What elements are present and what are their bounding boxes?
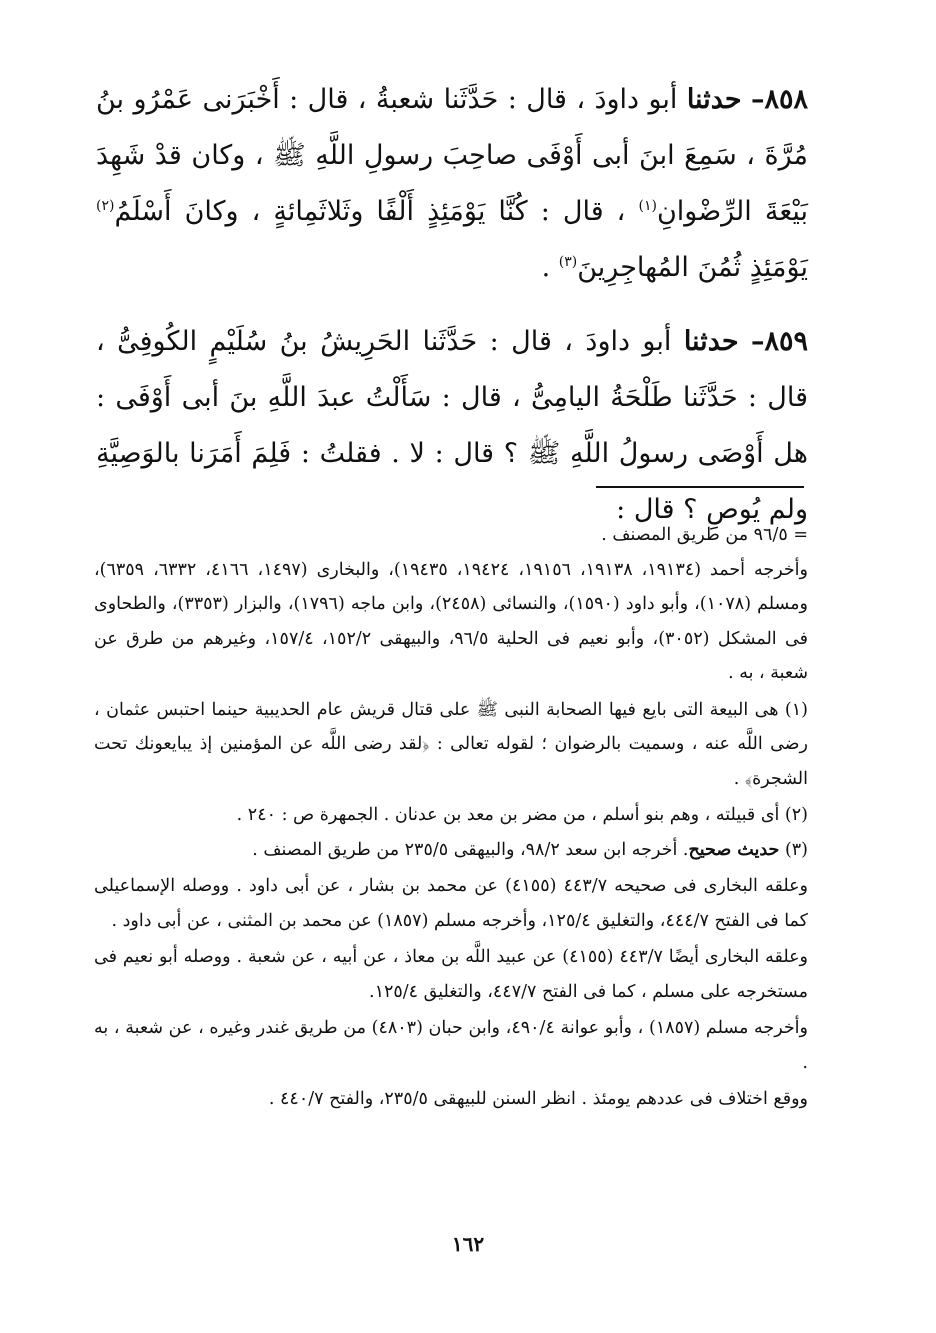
footnote-continuation: = ٩٦/٥ من طريق المصنف . — [601, 525, 808, 545]
footnote-3-text: . أخرجه ابن سعد ٩٨/٢، والبيهقى ٢٣٥/٥ من طريق المصنف . — [252, 839, 689, 860]
main-text — [96, 72, 808, 538]
footnote-3-paragraph: ووقع اختلاف فى عددهم يومئذ . انظر السنن للبيهقى ٢٣٥/٥، والفتح ٤٤٠/٧ . — [268, 1089, 808, 1109]
footnote-3-grade: حديث صحيح — [688, 839, 780, 860]
hadith-859 — [96, 314, 808, 538]
footnote-2: (٢) أى قبيلته ، وهم بنو أسلم ، من مضر بن معد بن عدنان . الجمهرة ص : ٢٤٠ . — [236, 805, 808, 825]
footnote-separator — [596, 486, 804, 488]
footnote-ref-3: (٣) — [558, 254, 578, 270]
hadith-lead-word: حدثنا — [683, 326, 739, 357]
hadith-number: ٨٥٨ — [764, 84, 808, 115]
hadith-end: . — [541, 252, 551, 283]
hadith-text-cont: ، قال : كُنَّا يَوْمَئِذٍ أَلْفًا وثَلاثَمِائةٍ ، وكانَ أَسْلَمُ — [114, 196, 626, 227]
footnote-continuation: وأخرجه أحمد (١٩١٣٤، ١٩١٣٨، ١٩١٥٦، ١٩٤٢٤، ١٩٤٣٥)، والبخارى (١٤٩٧، ٤١٦٦، ٦٣٣٢، ٦٣٥٩)، ومسلم (١٠٧٨)، وأبو داود (١٥٩٠)، والنسائى (٢٤٥٨)، وابن ماجه (١٧٩٦)، والبزار (٣٣٥٣)، والطحاوى فى المشكل (٣٠٥٢)، وأبو نعيم فى الحلية ٩٦/٥، والبيهقى ١٥٢/٢، ١٥٧/٤، وغيرهم من طرق عن شعبة ، به . — [94, 559, 808, 683]
hadith-lead-word: حدثنا — [686, 84, 742, 115]
footnote-3-paragraph: وأخرجه مسلم (١٨٥٧) ، وأبو عوانة ٤٩٠/٤، وابن حبان (٤٨٠٣) من طريق غندر وغيره ، عن شعبة ، به . — [94, 1018, 808, 1073]
footnote-3-paragraph: وعلقه البخارى فى صحيحه ٤٤٣/٧ (٤١٥٥) عن محمد بن بشار ، عن أبى داود . ووصله الإسماعيلى كما فى الفتح ٤٤٤/٧، والتغليق ١٢٥/٤، وأخرجه مسلم (١٨٥٧) عن محمد بن المثنى ، عن أبى داود . — [94, 876, 808, 931]
hadith-text-cont: يَوْمَئِذٍ ثُمُنَ المُهاجِرِينَ — [577, 252, 808, 283]
hadith-number: ٨٥٩ — [764, 326, 809, 357]
hadith-text: أبو داودَ ، قال : حَدَّثَنا الحَرِيشُ بنُ سُلَيْمٍ الكُوفِىُّ ، قال : حَدَّثَنا طَلْحَةُ اليامِىُّ ، قال : سَأَلْتُ عبدَ اللَّهِ بنَ أبى أَوْفَى : هل أَوْصَى رسولُ اللَّهِ ﷺ ؟ قال : لا . فقلتُ : فَلِمَ أَمَرَنا بالوَصِيَّةِ ولم يُوصِ ؟ قال : — [96, 326, 808, 525]
hadith-dash: – — [751, 326, 765, 357]
footnote-3 — [94, 833, 808, 868]
footnote-1: (١) هى البيعة التى بايع فيها الصحابة النبى ﷺ على قتال قريش عام الحديبية حينما احتبس عثمان ، رضى اللَّه عنه ، وسميت بالرضوان ؛ لقوله تعالى : ﴿لقد رضى اللَّه عن المؤمنين إذ يبايعونك تحت الشجرة﴾ . — [94, 699, 808, 789]
footnote-3-paragraph: وعلقه البخارى أيضًا ٤٤٣/٧ (٤١٥٥) عن عبيد اللَّه بن معاذ ، عن أبيه ، عن شعبة . ووصله أبو نعيم فى مستخرجه على مسلم ، كما فى الفتح ٤٤٧/٧، والتغليق ١٢٥/٤. — [94, 947, 809, 1002]
hadith-text: أبو داودَ ، قال : حَدَّثَنا شعبةُ ، قال : أَخْبَرَنى عَمْرُو بنُ مُرَّةَ ، سَمِعَ ابنَ أبى أَوْفَى صاحِبَ رسولِ اللَّهِ ﷺ ، وكان قدْ شَهِدَ بَيْعَةَ الرِّضْوانِ — [96, 84, 809, 227]
footnotes — [94, 518, 808, 1117]
page-number: ١٦٢ — [451, 1232, 485, 1256]
footnote-ref-1: (١) — [638, 198, 657, 214]
footnote-3-number: (٣) — [784, 839, 808, 860]
hadith-dash: – — [750, 84, 765, 115]
hadith-858 — [96, 72, 808, 296]
footnote-ref-2: (٢) — [96, 198, 115, 214]
